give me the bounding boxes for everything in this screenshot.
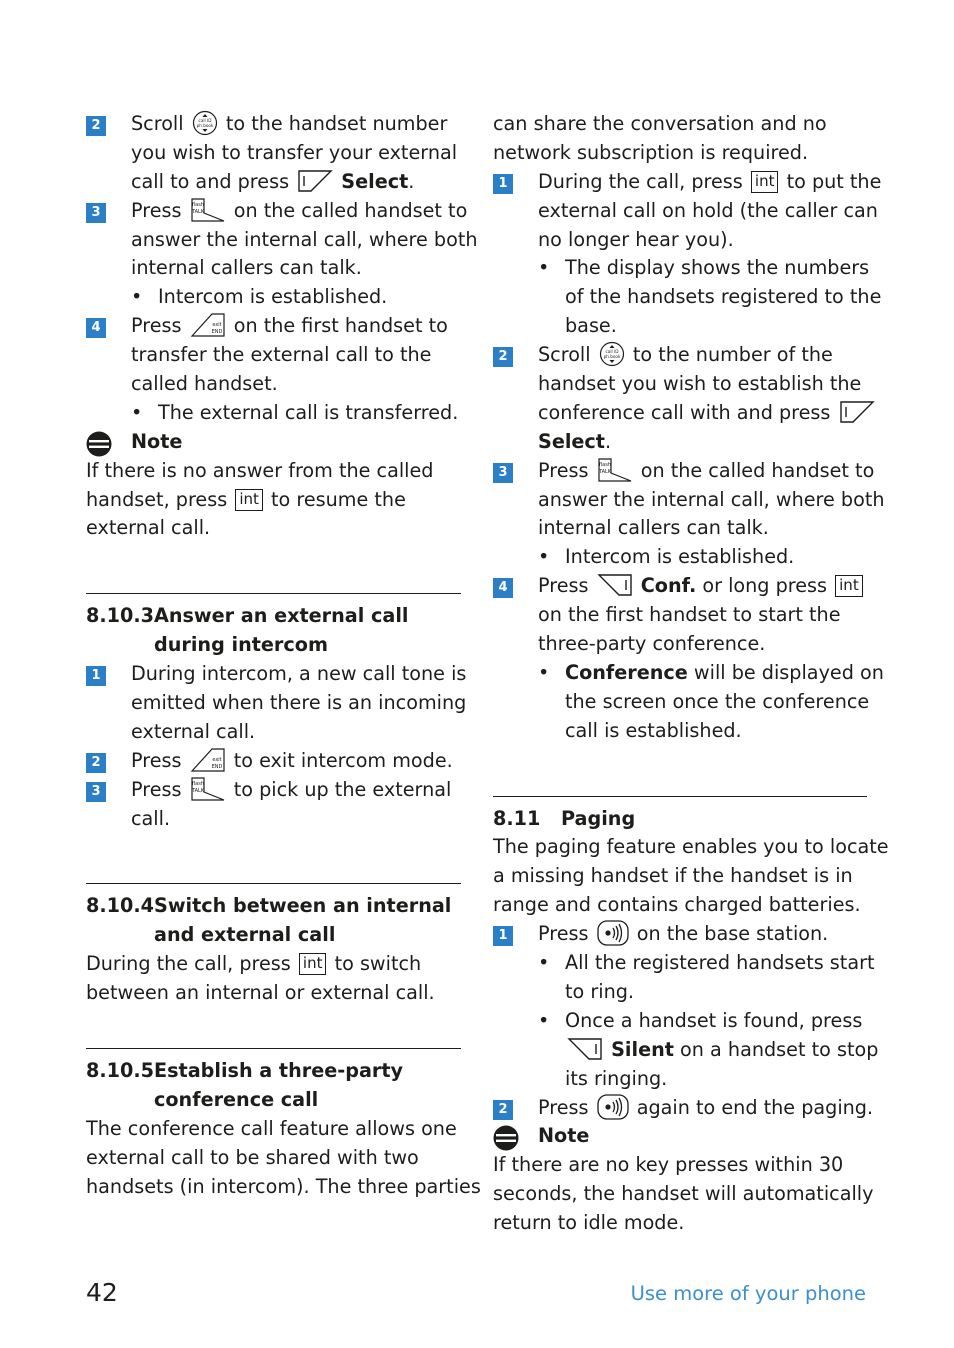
step-1-hold: 1 During the call, press int to put the external call on hold (the caller can no longer hear you). [493,168,867,255]
step-number: 3 [86,203,106,223]
int-key-icon: int [835,575,863,597]
bullet-item: • Once a handset is found, press Silent on a handset to stop its ringing. [538,1008,879,1090]
bullet-item: • All the registered handsets start to ring. [538,951,875,1003]
step-2-scroll: 2 Scroll to the number of the handset you wish to establish the conference call with and press Select. [493,341,867,457]
right-softkey-icon [567,1036,603,1062]
step-number: 2 [86,116,106,136]
step-3-pick-up: 3 Press to pick up the external call. [86,776,461,834]
bullet-item: • The display shows the numbers of the handsets registered to the base. [538,256,882,338]
right-softkey-icon [597,572,633,598]
int-key-icon: int [751,171,779,193]
bullet-item: • Intercom is established. [538,545,795,569]
footer-section-title: Use more of your phone [630,1282,866,1305]
note-icon [493,1125,519,1151]
section-heading-8-10-5: 8.10.5Establish a three-party [86,1059,404,1083]
section-heading-8-10-4: 8.10.4Switch between an internal [86,894,452,918]
talk-key-icon [597,457,633,483]
left-column: 2 Scroll to the handset number you wish to transfer your external call to and press Select. 3 Press on the called handset to answer the internal call, where both internal callers can talk. • Intercom is established. 4 Press on the first handset to transfer the external call to the called handset. • The external call is transferred. Note If there is no answer from the called handset, press int to resume the external call. 8.10.3Answer an external call during intercom 1 During intercom, a new call tone is emitted when there is an incoming external call. 2 Press to exit intercom mode. 3 Press to pick up the external call. 8.10.4Switch between an internal and external call During the call, press int to switch between an internal or external call. 8.10.5Establish a three-party conference call The conference call feature allows one external call to be shared with two handsets (in intercom). The three parties [86,112,481,1198]
step-1-intercom-tone: 1 During intercom, a new call tone is emitted when there is an incoming external call. [86,660,461,747]
paging-key-icon [597,920,629,946]
step-number: 4 [86,318,106,338]
page-number: 42 [86,1278,118,1307]
talk-key-icon [190,197,226,223]
step-3-press-talk: 3 Press on the called handset to answer the internal call, where both internal callers can talk. [86,197,461,284]
step-2-scroll: 2 Scroll to the handset number you wish to transfer your external call to and press Select. [86,110,461,197]
bullet-item: • The external call is transferred. [131,400,459,424]
paging-key-icon [597,1094,629,1120]
left-softkey-icon [839,399,875,425]
note-heading: Note [493,1122,867,1151]
section-heading-8-11: 8.11 Paging [493,806,636,830]
step-4-conference: 4 Press Conf. or long press int on the first handset to start the three-party conference. [493,572,867,659]
scroll-key-icon [599,341,625,367]
int-key-icon: int [235,489,263,511]
end-key-icon [190,312,226,338]
step-3-press-talk: 3 Press on the called handset to answer the internal call, where both internal callers can talk. [493,457,867,544]
end-key-icon [190,747,226,773]
scroll-key-icon [192,110,218,136]
talk-key-icon [190,776,226,802]
int-key-icon: int [299,953,327,975]
step-1-page: 1 Press on the base station. [493,920,867,949]
note-heading: Note [86,428,461,457]
bullet-item: • Conference will be displayed on the screen once the conference call is established. [538,660,884,742]
bullet-item: • Intercom is established. [131,285,388,309]
step-2-exit-intercom: 2 Press to exit intercom mode. [86,747,461,776]
left-softkey-icon [297,168,333,194]
right-column: can share the conversation and no network subscription is required. 1 During the call, press int to put the external call on hold (the caller can no longer hear you). • The display shows the numbers of the handsets registered to the base. 2 Scroll to the number of the handset you wish to establish the conference call with and press Select. 3 Press on the called handset to answer the internal call, where both internal callers can talk. • Intercom is established. 4 Press Conf. or long press int on the first handset to start the three-party conference. • Conference will be displayed on the screen once the conference call is established. 8.11 Paging The paging feature enables you to locate a missing handset if the handset is in range and contains charged batteries. 1 Press on the base station. • All the registered handsets start to ring. • Once a handset is found, press Silent on a handset to stop its ringing. 2 Press again to end the paging. Note If there are no key presses within 30 seconds, the handset will automatically return to idle mode. [493,112,889,1235]
section-heading-8-10-3: 8.10.3Answer an external call [86,604,409,628]
step-2-end-page: 2 Press again to end the paging. [493,1094,867,1123]
step-4-press-end: 4 Press on the first handset to transfer the external call to the called handset. [86,312,461,399]
note-icon [86,431,112,457]
